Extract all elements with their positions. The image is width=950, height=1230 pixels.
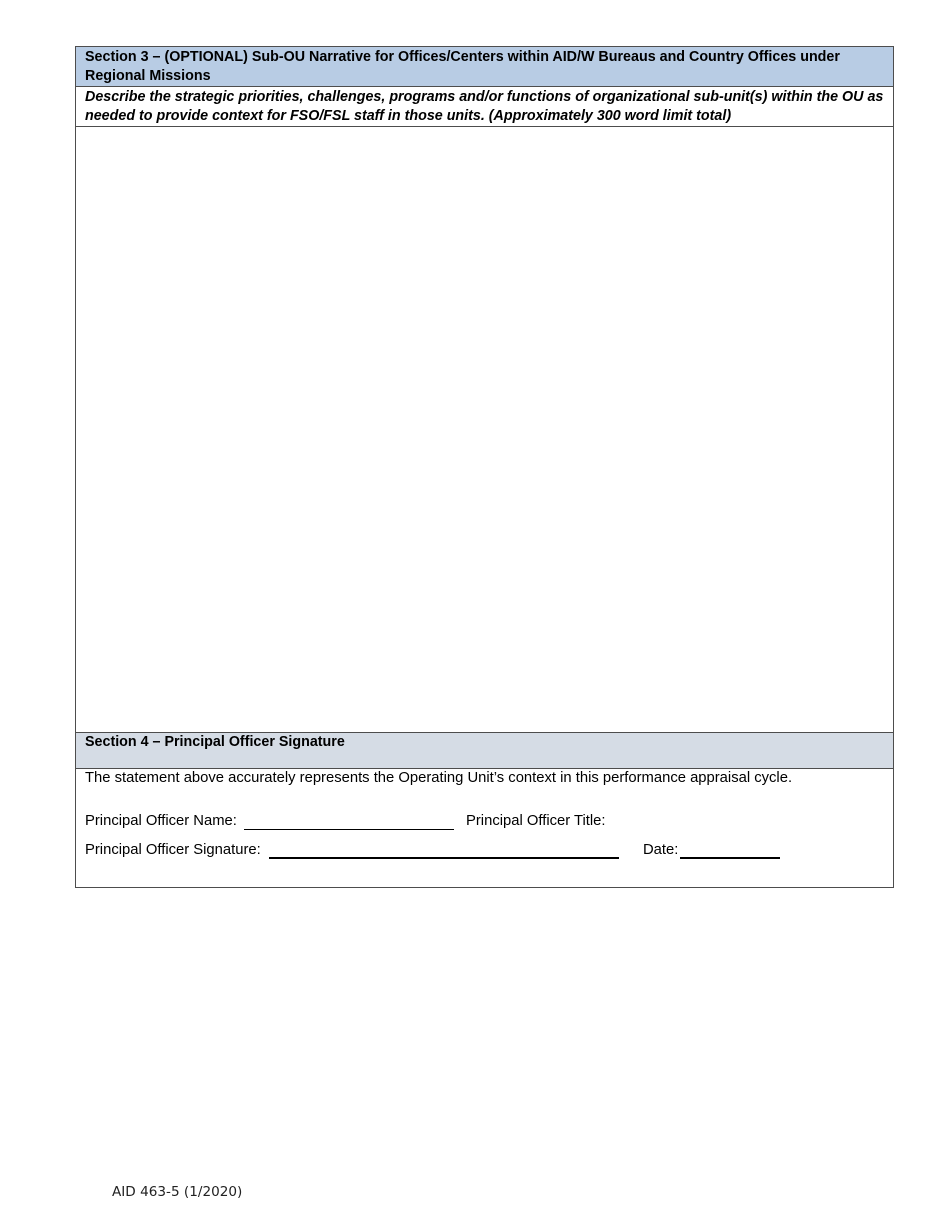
section3-description: Describe the strategic priorities, challenges, programs and/or functions of organizational sub-unit(s) within the OU as needed to provide context for FSO/FSL staff in those units. (Approximately 300 word limit total) <box>85 89 884 124</box>
principal-officer-signature-field[interactable] <box>269 857 619 859</box>
principal-officer-name-field[interactable] <box>244 829 454 830</box>
section4-header <box>76 733 893 769</box>
appraisal-form <box>75 46 894 888</box>
name-title-row <box>85 812 885 832</box>
principal-officer-signature-label: Principal Officer Signature: <box>85 842 261 858</box>
section3-header <box>76 47 893 87</box>
signature-date-row <box>85 841 885 861</box>
date-label: Date: <box>643 842 679 858</box>
date-field[interactable] <box>680 857 780 859</box>
certification-statement: The statement above accurately represents the Operating Unit’s context in this performance appraisal cycle. <box>85 770 793 786</box>
principal-officer-title-label: Principal Officer Title: <box>466 813 606 829</box>
form-code: AID 463-5 (1/2020) <box>112 1184 243 1200</box>
section3-title: Section 3 – (OPTIONAL) Sub-OU Narrative for Offices/Centers within AID/W Bureaus and Country Offices under Regional Missions <box>85 49 840 84</box>
section4-title: Section 4 – Principal Officer Signature <box>85 734 345 750</box>
section4-body <box>76 769 893 887</box>
sub-ou-narrative-field[interactable] <box>76 127 893 733</box>
principal-officer-name-label: Principal Officer Name: <box>85 813 237 829</box>
section3-instructions <box>76 87 893 127</box>
